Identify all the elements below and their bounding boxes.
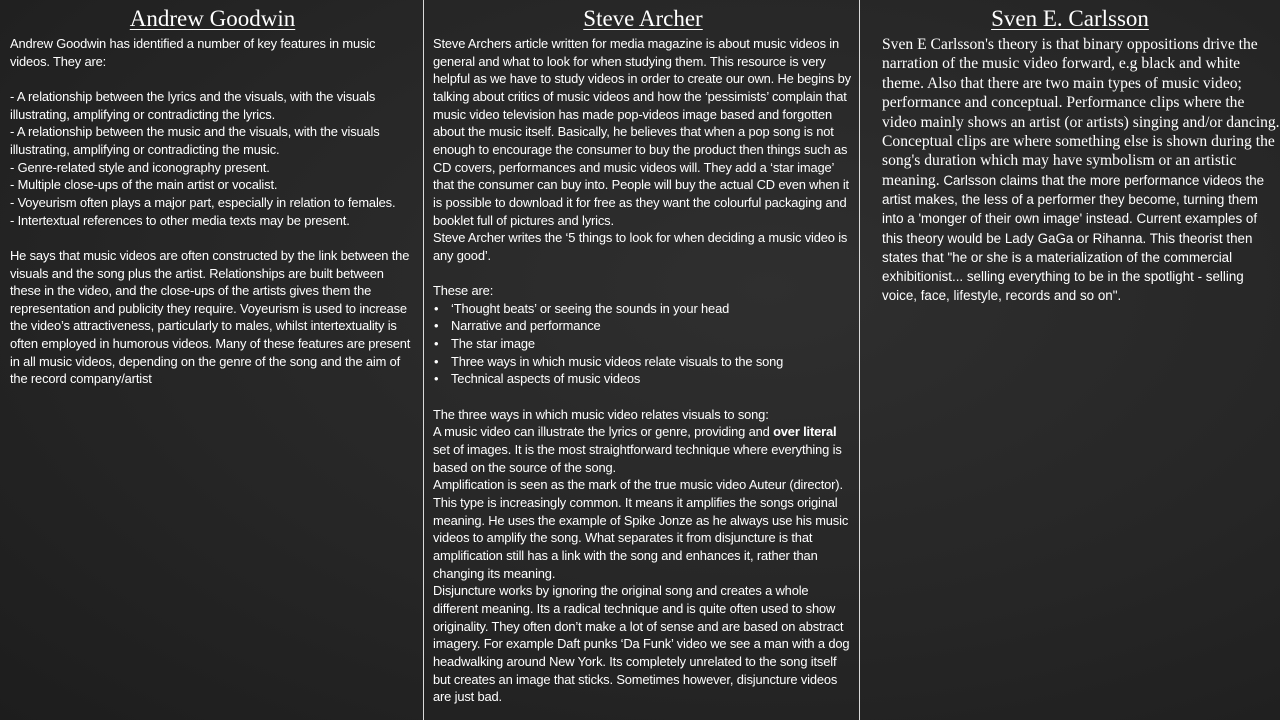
archer-illustration-text-start: A music video can illustrate the lyrics or genre, providing and	[433, 424, 774, 440]
archer-bullet-list	[433, 300, 853, 388]
archer-five-things: Steve Archer writes the ‘5 things to look for when deciding a music video is any good’.	[433, 230, 848, 263]
archer-body	[433, 35, 853, 706]
archer-intro: Steve Archers article written for media magazine is about music videos in general and what to look for when studying them. This resource is very helpful as we have to study videos in order to create our own. He begins by talking about critics of music videos and how the ‘pessimists’ complain that music video television has made pop-videos image based and forgotten about the music itself. Basically, he believes that when a pop song is not enough to encourage the consumer to buy the product then things such as CD covers, performances and music videos will. They add a ‘star image’ that the consumer can buy into. People will buy the actual CD even when it is possible to download it for free as they want the colourful packaging and booklet full of pictures and lyrics.	[433, 36, 851, 228]
archer-amplification: Amplification is seen as the mark of the true music video Auteur (director). This type is increasingly common. It means it amplifies the songs original meaning. He uses the example of Spike Jonze as he always use his music videos to amplify the song. What separates it from disjuncture is that amplification still has a link with the song and enhances it, rather than changing its meaning.	[433, 477, 849, 581]
list-item: • Narrative and performance	[433, 317, 853, 335]
archer-disjuncture: Disjuncture works by ignoring the original song and creates a whole different meaning. Its a radical technique and is quite often used to show originality. They often don’t make a lot of sense and are based on abstract imagery. For example Daft punks ‘Da Funk’ video we see a man with a dog headwalking around New York. Its completely unrelated to the song itself but creates an image that sticks. Sometimes however, disjuncture videos are just bad.	[433, 583, 850, 705]
carlsson-paragraph	[882, 35, 1280, 305]
archer-illustration-paragraph	[433, 423, 853, 476]
archer-illustration-bold: over literal	[773, 424, 837, 440]
carlsson-serif-text: Sven E Carlsson's theory is that binary oppositions drive the narration of the music video forward, e.g black and white theme. Also that there are two main types of music video; performance and conceptual. Performance clips where the video mainly shows an artist (or artists) singing and/or dancing. Conceptual clips are where something else is shown during the song's duration which may have symbolism or an artistic meaning.	[882, 36, 1280, 189]
goodwin-body	[10, 35, 415, 388]
goodwin-feature-5: - Voyeurism often plays a major part, especially in relation to females.	[10, 194, 396, 210]
archer-these-are: These are:	[433, 283, 494, 299]
list-item: • Technical aspects of music videos	[433, 370, 853, 388]
goodwin-intro: Andrew Goodwin has identified a number of key features in music videos. They are:	[10, 36, 376, 69]
carlsson-title: Sven E. Carlsson	[991, 6, 1149, 31]
list-item: • ‘Thought beats’ or seeing the sounds in your head	[433, 300, 853, 318]
goodwin-feature-4: - Multiple close-ups of the main artist or vocalist.	[10, 177, 278, 193]
archer-title: Steve Archer	[583, 6, 703, 31]
goodwin-summary: He says that music videos are often constructed by the link between the visuals and the song plus the artist. Relationships are built between these in the video, and the close-ups of the artists gives them the representation and publicity they require. Voyeurism is used to increase the video’s attractiveness, particularly to males, whilst intertextuality is often employed in humorous videos. Many of these features are present in all music videos, depending on the genre of the song and the aim of the record company/artist	[10, 247, 411, 387]
carlsson-sans-text: Carlsson claims that the more performance videos the artist makes, the less of a performer they become, turning them into a 'monger of their own image' instead. Current examples of this theory would be Lady GaGa or Rihanna. This theorist then states that "he or she is a materialization of the commercial exhibitionist... selling everything to be in the spotlight - selling voice, face, lifestyle, records and so on".	[882, 172, 1265, 304]
goodwin-feature-1: - A relationship between the lyrics and the visuals, with the visuals illustrating, amplifying or contradicting the lyrics.	[10, 88, 376, 122]
goodwin-feature-2: - A relationship between the music and the visuals, with the visuals illustrating, amplifying or contradicting the music.	[10, 124, 380, 157]
goodwin-title: Andrew Goodwin	[129, 6, 296, 31]
archer-column	[424, 0, 859, 720]
archer-three-ways-heading: The three ways in which music video relates visuals to song:	[433, 406, 769, 422]
archer-illustration-text-end: set of images. It is the most straightforward technique where everything is based on the source of the song.	[433, 442, 842, 475]
list-item: • The star image	[433, 335, 853, 353]
list-item: • Three ways in which music videos relate visuals to the song	[433, 353, 853, 371]
goodwin-feature-3: - Genre-related style and iconography present.	[10, 159, 270, 175]
goodwin-column	[0, 0, 423, 720]
carlsson-column	[860, 0, 1280, 720]
goodwin-feature-6: - Intertextual references to other media texts may be present.	[10, 212, 350, 228]
